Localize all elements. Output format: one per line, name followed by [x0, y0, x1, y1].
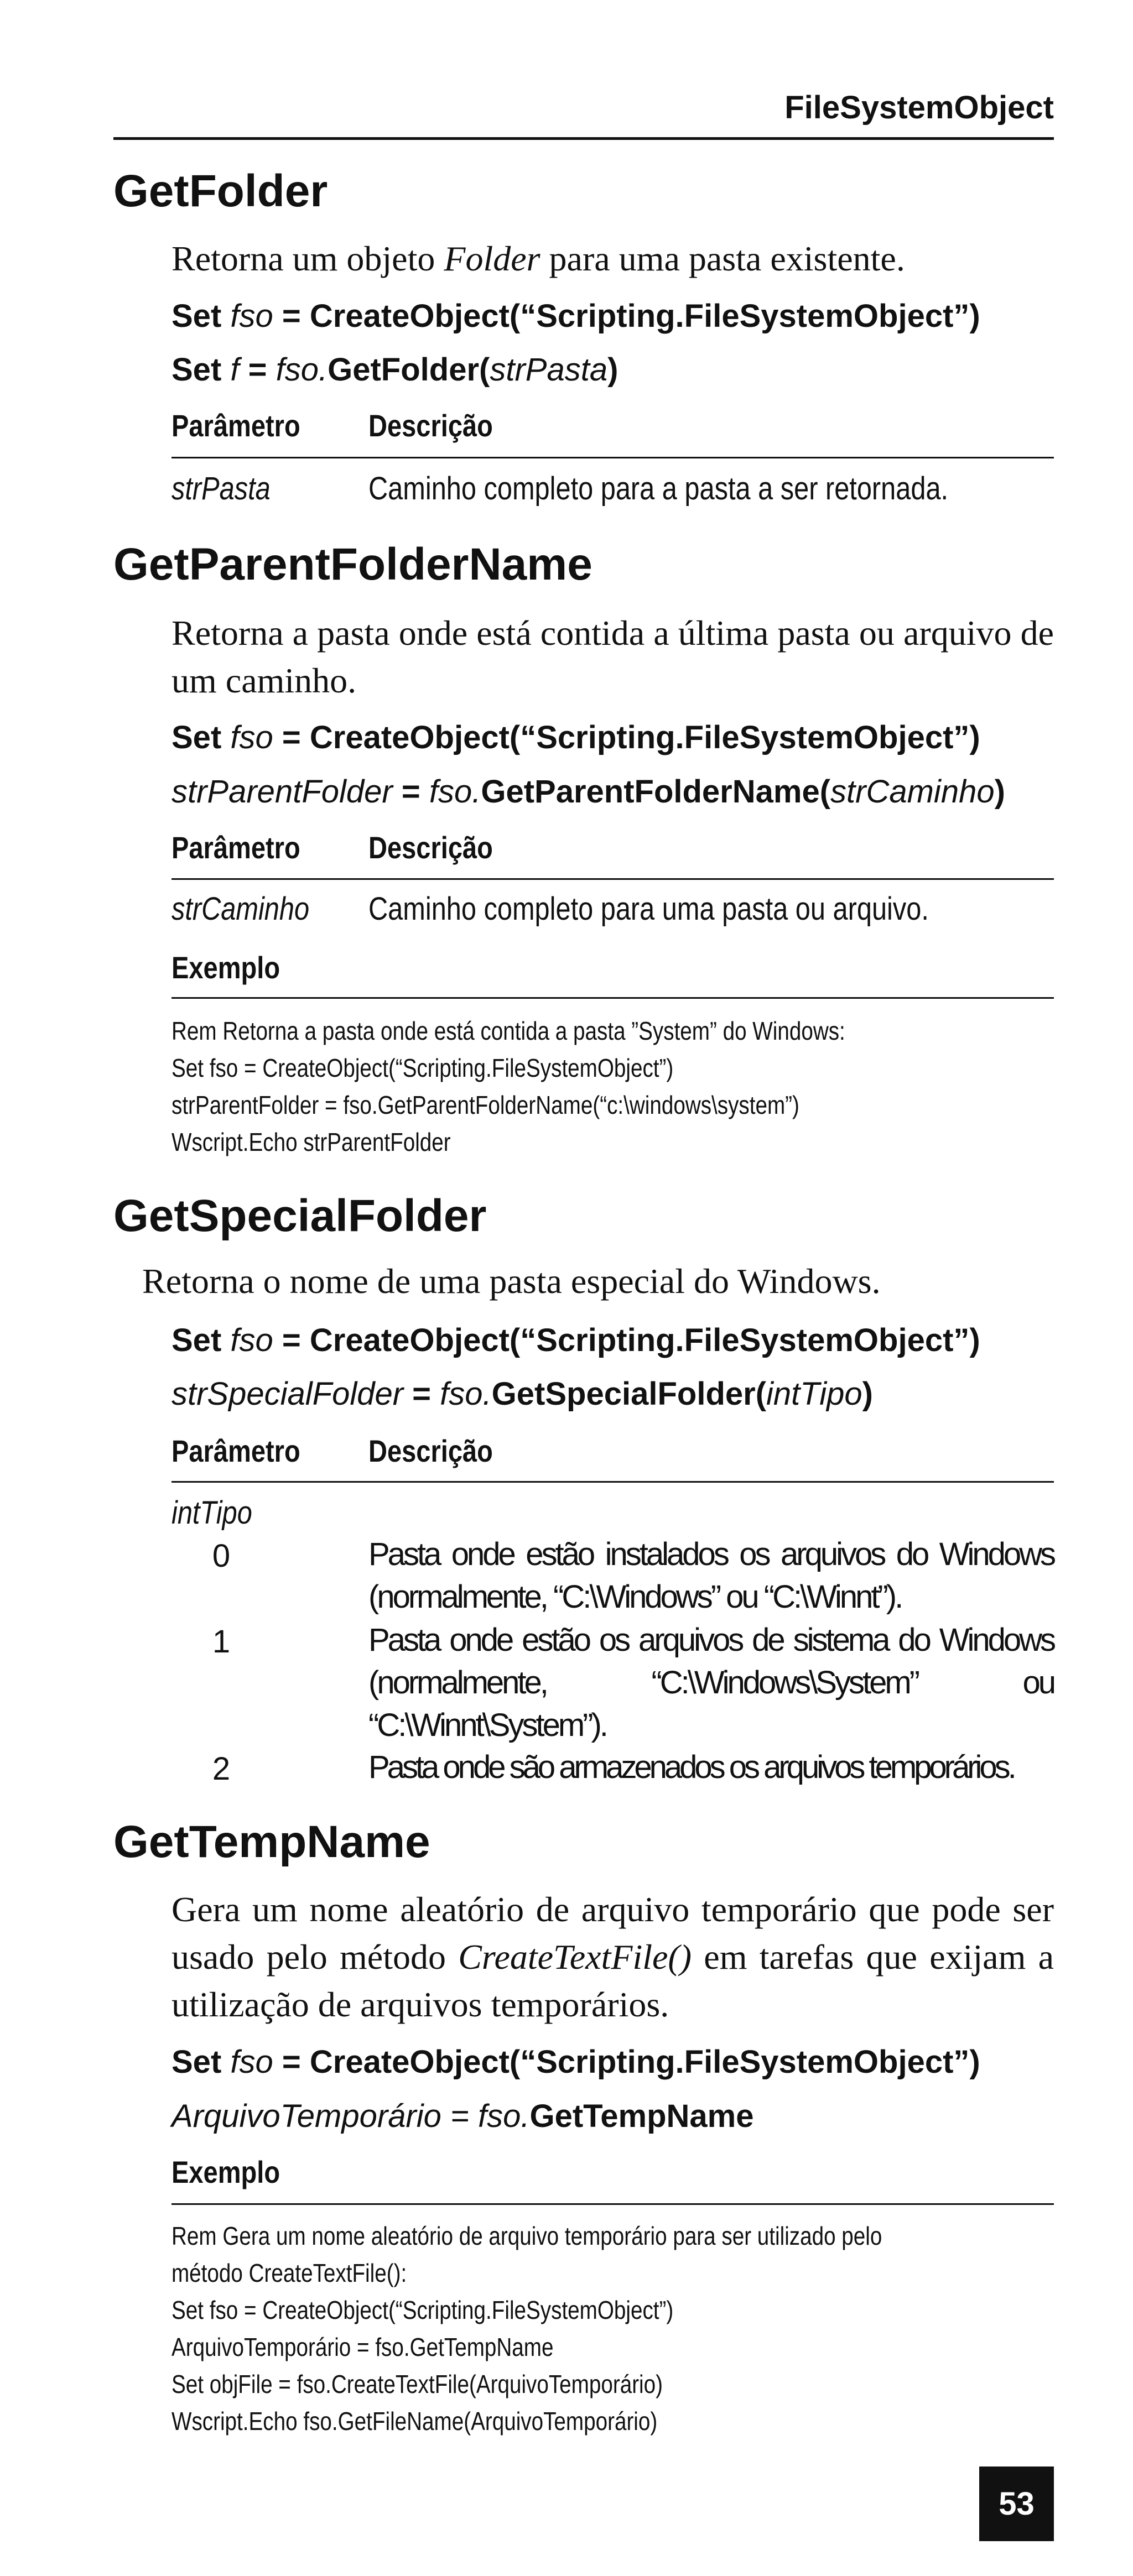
value-number: 0 — [212, 1538, 231, 1574]
running-head: FileSystemObject — [784, 90, 1054, 126]
getparentfoldername-syntax-line-2: strParentFolder = fso.GetParentFolderName(strCaminho) — [171, 774, 1005, 810]
code-line: Set fso = CreateObject(“Scripting.FileSystemObject”) — [171, 2296, 674, 2324]
value-description: Pasta onde são armazenados os arquivos temporários. — [368, 1749, 1014, 1785]
getparentfoldername-param-name: strCaminho — [171, 891, 310, 927]
getspecialfolder-syntax-line-2: strSpecialFolder = fso.GetSpecialFolder(intTipo) — [171, 1376, 873, 1412]
code-line: Set objFile = fso.CreateTextFile(ArquivoTemporário) — [171, 2370, 663, 2398]
getparentfoldername-description: Retorna a pasta onde está contida a última pasta ou arquivo de um caminho. — [171, 613, 1054, 700]
page-number: 53 — [979, 2467, 1054, 2541]
value-number: 1 — [212, 1624, 231, 1660]
gettempname-example-rule — [171, 2203, 1054, 2205]
getparentfoldername-col-description: Descrição — [368, 830, 493, 865]
getparentfoldername-example-rule — [171, 997, 1054, 999]
getparentfoldername-code-block — [171, 1013, 913, 1161]
code-line: Rem Gera um nome aleatório de arquivo temporário para ser utilizado pelo — [171, 2222, 882, 2250]
getspecialfolder-col-parameter: Parâmetro — [171, 1433, 300, 1468]
getfolder-syntax-line-2: Set f = fso.GetFolder(strPasta) — [171, 352, 619, 388]
getfolder-param-name: strPasta — [171, 471, 271, 507]
heading-gettempname: GetTempName — [113, 1817, 430, 1867]
gettempname-code-block — [171, 2218, 913, 2440]
gettempname-description: Gera um nome aleatório de arquivo temporário que pode ser usado pelo método CreateTextFile() em tarefas que exijam a utilização de arquivos temporários. — [171, 1890, 1054, 2024]
getspecialfolder-col-description: Descrição — [368, 1433, 493, 1468]
getparentfoldername-param-desc: Caminho completo para uma pasta ou arquivo. — [368, 891, 929, 927]
code-line: Wscript.Echo fso.GetFileName(ArquivoTemporário) — [171, 2407, 658, 2436]
code-line: Wscript.Echo strParentFolder — [171, 1128, 451, 1156]
getspecialfolder-syntax-line-1: Set fso = CreateObject(“Scripting.FileSystemObject”) — [171, 1322, 980, 1358]
getfolder-description: Retorna um objeto Folder para uma pasta existente. — [171, 239, 905, 278]
gettempname-syntax-line-1: Set fso = CreateObject(“Scripting.FileSystemObject”) — [171, 2044, 980, 2080]
value-description: Pasta onde estão os arquivos de sistema do Windows (normalmente, “C:\Windows\System” ou “C:\Winnt\System”). — [368, 1622, 1054, 1743]
getfolder-param-desc: Caminho completo para a pasta a ser retornada. — [368, 471, 949, 507]
gettempname-example-label: Exemplo — [171, 2155, 280, 2189]
code-line: Rem Retorna a pasta onde está contida a pasta ”System” do Windows: — [171, 1016, 845, 1045]
heading-getparentfoldername: GetParentFolderName — [113, 539, 593, 590]
getfolder-col-parameter: Parâmetro — [171, 408, 300, 443]
heading-getfolder: GetFolder — [113, 166, 328, 216]
code-line: ArquivoTemporário = fso.GetTempName — [171, 2333, 554, 2361]
getfolder-syntax-line-1: Set fso = CreateObject(“Scripting.FileSystemObject”) — [171, 298, 980, 334]
getparentfoldername-table-rule — [171, 878, 1054, 880]
getspecialfolder-table-rule — [171, 1481, 1054, 1483]
getspecialfolder-param-name: intTipo — [171, 1495, 252, 1531]
getfolder-table-rule — [171, 457, 1054, 458]
code-line: Set fso = CreateObject(“Scripting.FileSystemObject”) — [171, 1054, 674, 1082]
heading-getspecialfolder: GetSpecialFolder — [113, 1191, 487, 1241]
getparentfoldername-syntax-line-1: Set fso = CreateObject(“Scripting.FileSystemObject”) — [171, 719, 980, 755]
value-description: Pasta onde estão instalados os arquivos do Windows (normalmente, “C:\Windows” ou “C:\Winnt”). — [368, 1536, 1054, 1615]
code-line: strParentFolder = fso.GetParentFolderName(“c:\windows\system”) — [171, 1091, 799, 1119]
gettempname-syntax-line-2: ArquivoTemporário = fso.GetTempName — [171, 2098, 754, 2134]
getparentfoldername-example-label: Exemplo — [171, 950, 280, 985]
getspecialfolder-description: Retorna o nome de uma pasta especial do Windows. — [142, 1261, 881, 1301]
header-rule — [113, 137, 1054, 140]
value-number: 2 — [212, 1751, 231, 1787]
getfolder-col-description: Descrição — [368, 408, 493, 443]
code-line: método CreateTextFile(): — [171, 2259, 407, 2287]
getparentfoldername-col-parameter: Parâmetro — [171, 830, 300, 865]
